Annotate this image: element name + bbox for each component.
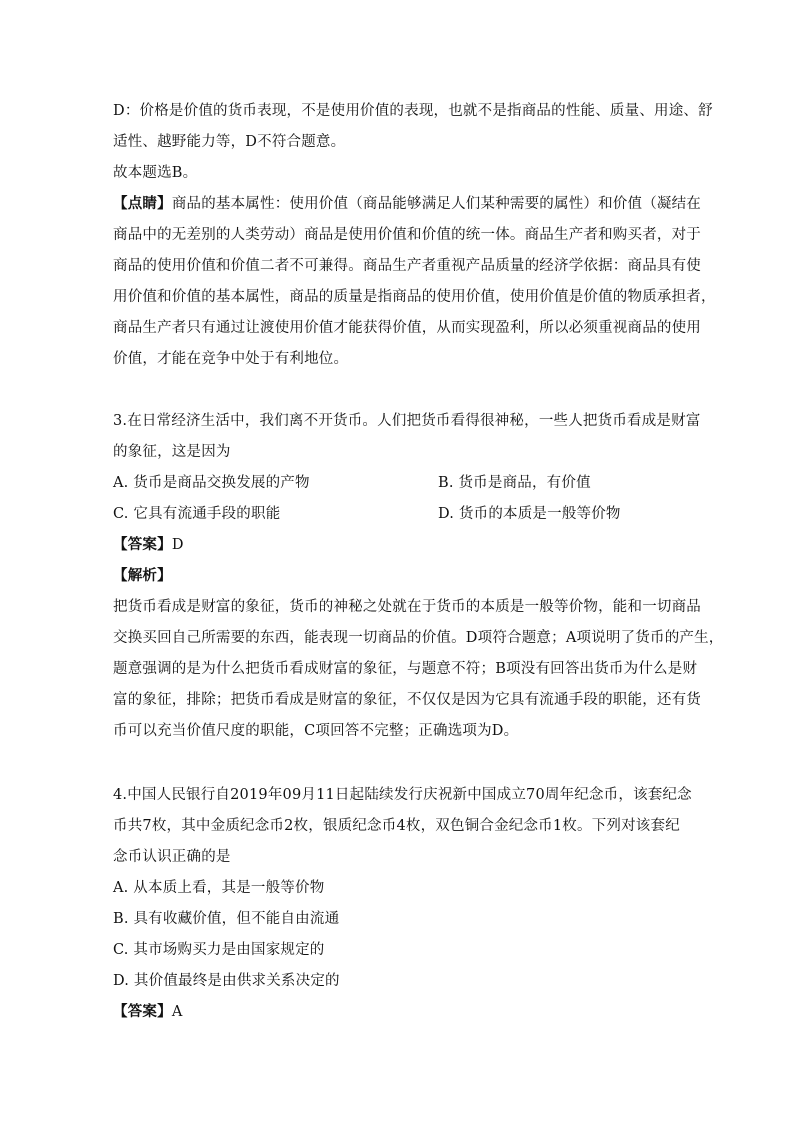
q3-answer [113,535,184,555]
prev-conclusion: 故本题选B。 [113,165,198,181]
note-line-2: 商品中的无差别的人类劳动）商品是使用价值和价值的统一体。商品生产者和购买者，对于 [113,227,701,243]
q4-answer-tag: 【答案】 [113,1003,172,1020]
q3-analysis-label: 【解析】 [113,567,172,584]
q3-analysis-line-3: 题意强调的是为什么把货币看成财富的象征，与题意不符；B项没有回答出货币为什么是财 [113,661,698,677]
q3-option-b: B. 货币是商品，有价值 [438,475,591,491]
note-text-1: 商品的基本属性：使用价值（商品能够满足人们某种需要的属性）和价值（凝结在 [171,196,702,212]
q3-stem-line-1: 3.在日常经济生活中，我们离不开货币。人们把货币看得很神秘，一些人把货币看成是财富 [113,413,701,429]
note-line-1 [113,194,701,214]
q3-option-a: A. 货币是商品交换发展的产物 [113,475,310,491]
note-line-4: 用价值和价值的基本属性，商品的质量是指商品的使用价值，使用价值是价值的物质承担者， [113,289,716,305]
q3-stem-line-2: 的象征，这是因为 [113,444,231,460]
q3-option-d: D. 货币的本质是一般等价物 [438,506,621,522]
q4-stem-line-1: 4.中国人民银行自2019年09月11日起陆续发行庆祝新中国成立70周年纪念币，该套纪念 [113,787,692,803]
q4-option-b: B. 具有收藏价值，但不能自由流通 [113,911,340,927]
q4-stem-line-2: 币共7枚，其中金质纪念币2枚，银质纪念币4枚，双色铜合金纪念币1枚。下列对该套纪 [113,818,680,834]
q3-answer-value: D [171,537,184,553]
note-line-6: 价值，才能在竞争中处于有利地位。 [113,351,349,367]
q4-option-c: C. 其市场购买力是由国家规定的 [113,942,325,958]
q4-answer-value: A [171,1004,183,1020]
q3-analysis-tag [113,566,172,586]
q3-analysis-line-5: 币可以充当价值尺度的职能，C项回答不完整；正确选项为D。 [113,723,519,739]
note-tag: 【点睛】 [113,195,172,212]
prev-option-d-line-1: D：价格是价值的货币表现，不是使用价值的表现，也就不是指商品的性能、质量、用途、舒 [113,103,713,119]
note-line-5: 商品生产者只有通过让渡使用价值才能获得价值，从而实现盈利，所以必须重视商品的使用 [113,320,701,336]
q4-answer [113,1002,182,1022]
q4-option-a: A. 从本质上看，其是一般等价物 [113,880,325,896]
q3-option-c: C. 它具有流通手段的职能 [113,506,281,522]
q3-analysis-line-1: 把货币看成是财富的象征，货币的神秘之处就在于货币的本质是一般等价物，能和一切商品 [113,599,701,615]
prev-option-d-line-2: 适性、越野能力等，D不符合题意。 [113,134,346,150]
q4-stem-line-3: 念币认识正确的是 [113,849,231,865]
q3-analysis-line-2: 交换买回自己所需要的东西，能表现一切商品的价值。D项符合题意；A项说明了货币的产生， [113,630,724,646]
q3-answer-tag: 【答案】 [113,536,172,553]
q4-option-d: D. 其价值最终是由供求关系决定的 [113,973,340,989]
note-line-3: 商品的使用价值和价值二者不可兼得。商品生产者重视产品质量的经济学依据：商品具有使 [113,258,701,274]
q3-analysis-line-4: 富的象征，排除；把货币看成是财富的象征，不仅仅是因为它具有流通手段的职能，还有货 [113,692,701,708]
